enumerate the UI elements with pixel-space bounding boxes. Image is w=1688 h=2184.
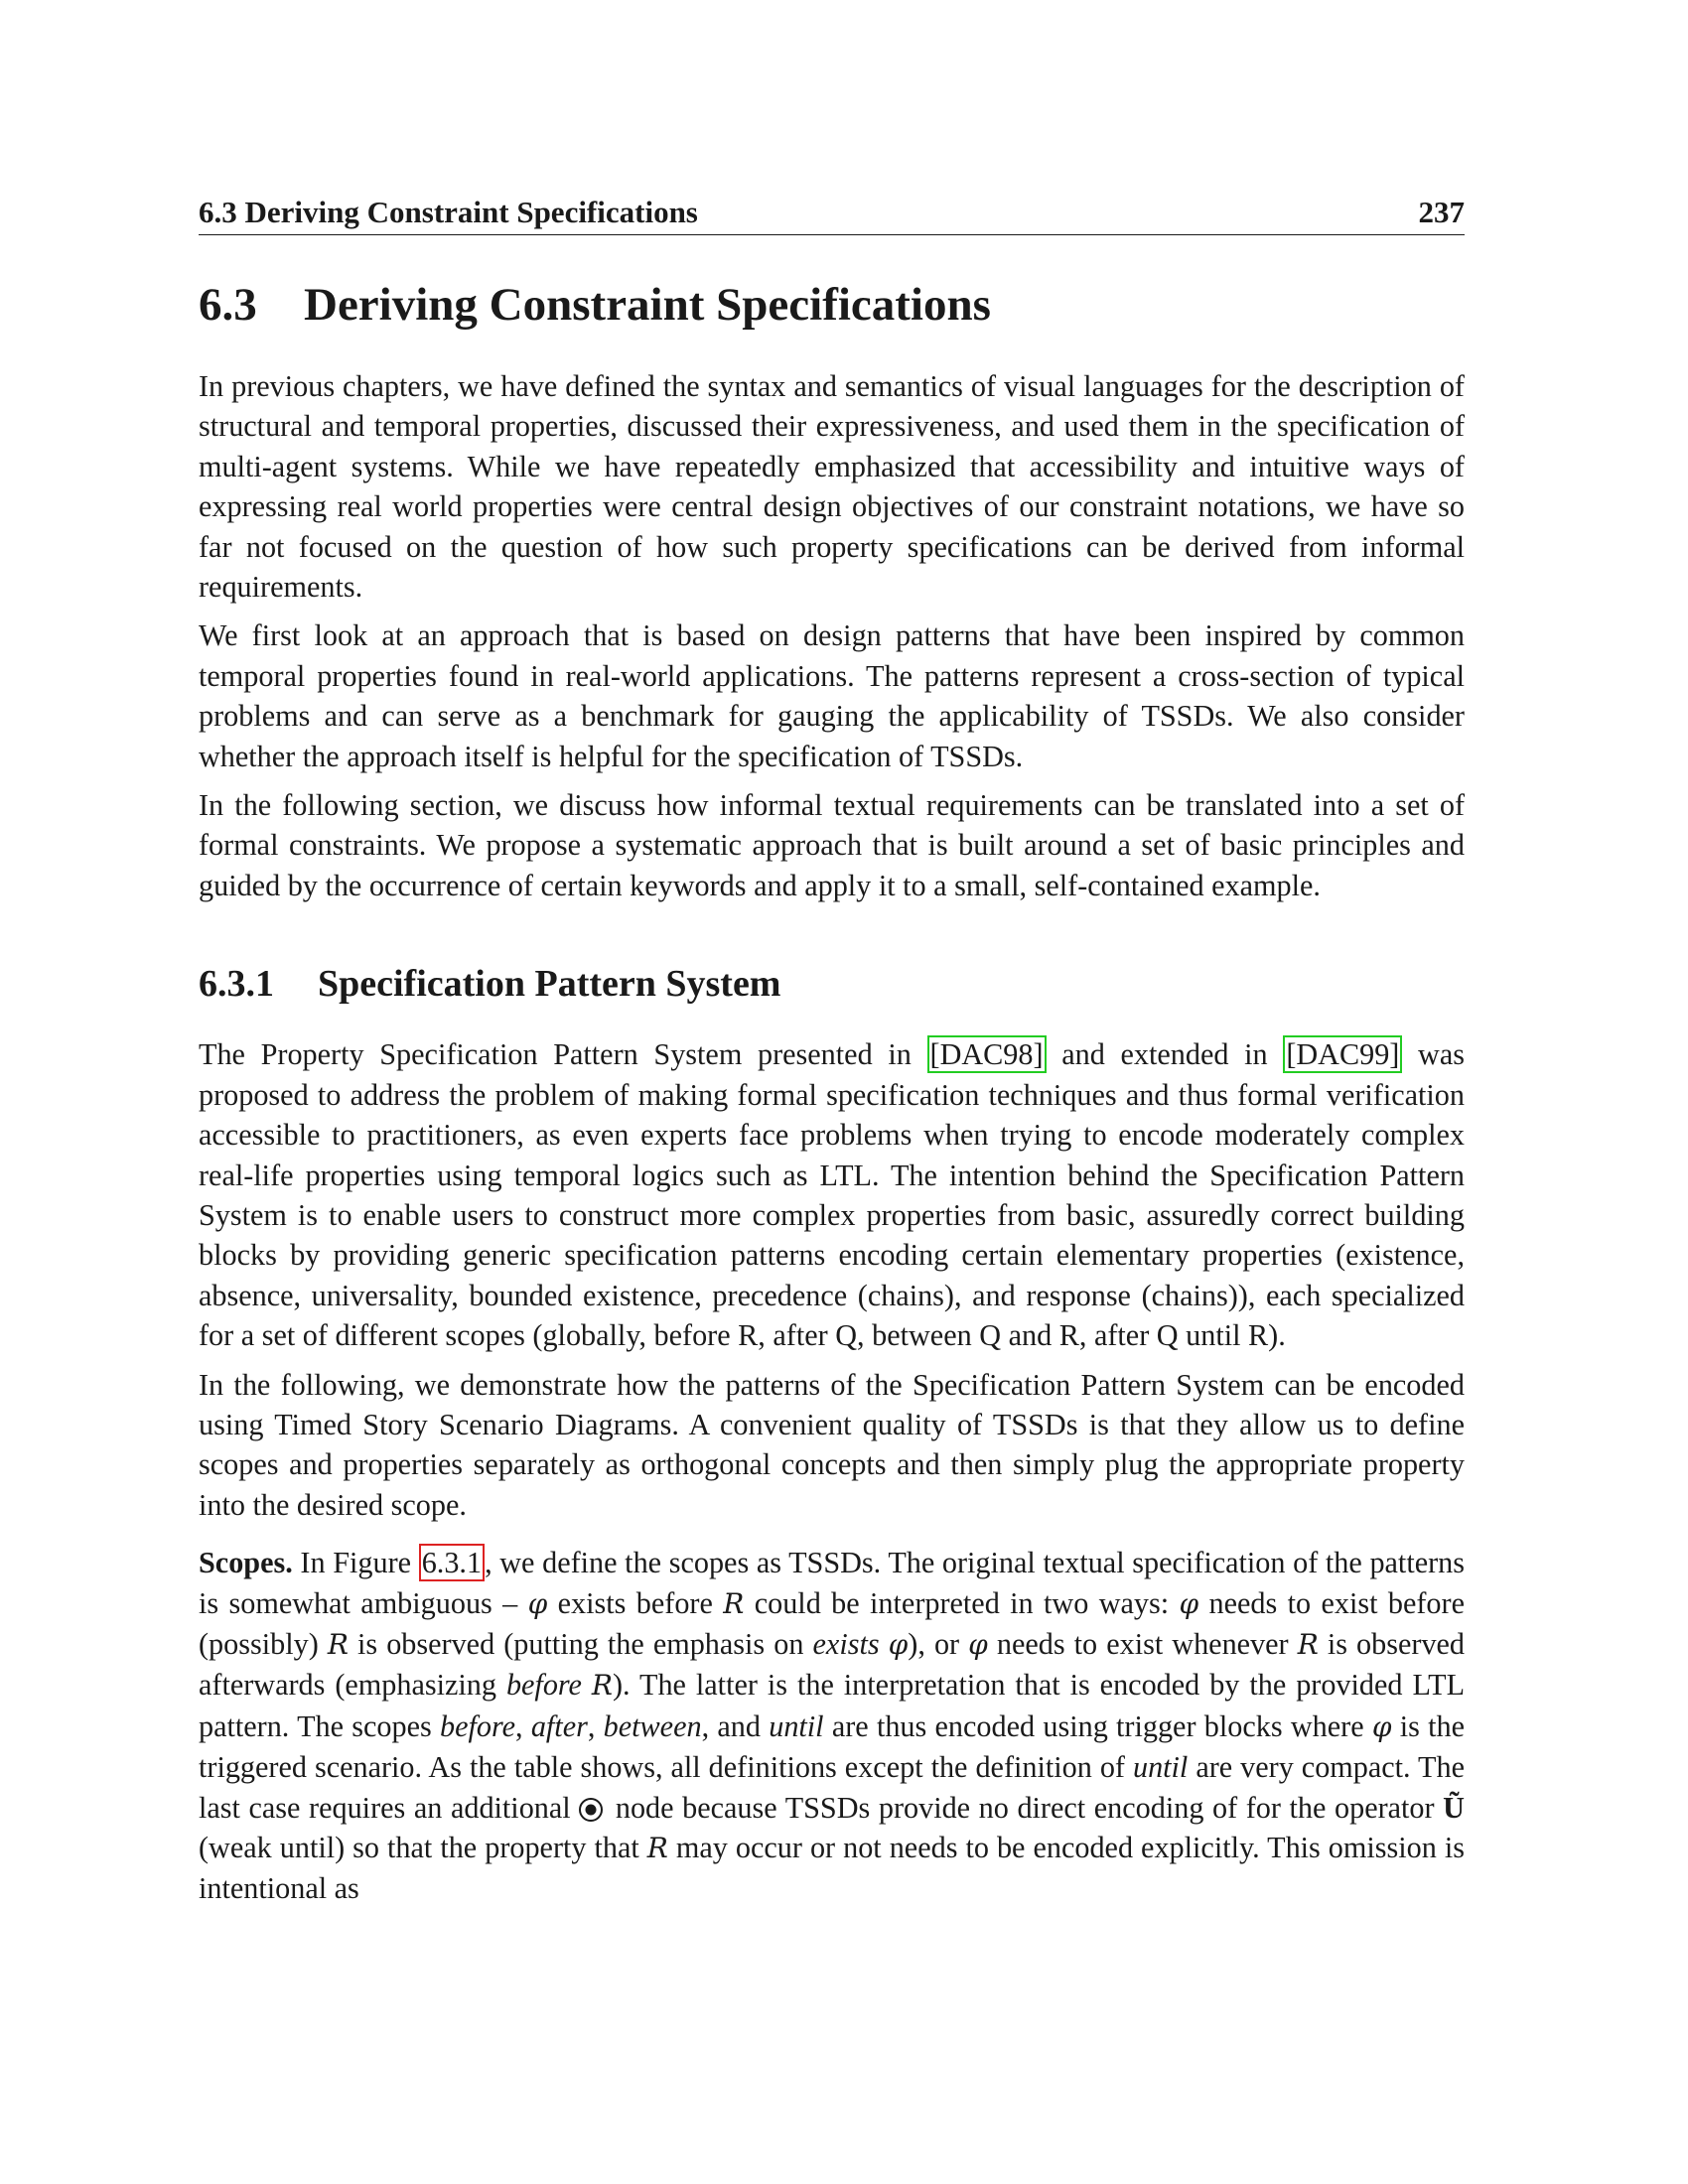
math-phi: φ: [1371, 1709, 1392, 1743]
text-run: could be interpreted in two ways:: [744, 1585, 1180, 1620]
text-run: is observed afterwards (emphasizing: [199, 1626, 1466, 1703]
weak-until-operator: Ũ: [1443, 1790, 1465, 1825]
text-run: exists before: [547, 1585, 724, 1620]
sps-paragraph-2: In the following, we demonstrate how the patterns of the Specification Pattern System can be encoded using Timed Story Scenario Diagrams. A convenient quality of TSSDs is that they allow us to define scopes and properties separately as orthogonal concepts and then simply plug the appropriate property into the desired scope.: [199, 1367, 1465, 1522]
text-run: and extended in: [1046, 1037, 1284, 1072]
text-run: ,: [515, 1708, 531, 1743]
text-run: are very compact. The last case requires an additional: [199, 1750, 1465, 1825]
text-run: node because TSSDs provide no direct encoding of for the operator: [607, 1790, 1444, 1825]
text-run: ), or: [908, 1626, 969, 1661]
text-run: was proposed to address the problem of making formal specification techniques and thus formal verification accessible to practitioners, as even experts face problems when trying to encode moderately complex real-life properties using temporal logics such as LTL. The intention behind the Specification Pattern System is to enable users to construct more complex properties from basic, assuredly correct building blocks by providing generic specification patterns encoding certain elementary properties (existence, absence, universality, bounded existence, precedence (chains), and response (chains)), each specialized for a set of different scopes (globally, before R, after Q, between Q and R, after Q until R).: [199, 1037, 1465, 1353]
section-title: Deriving Constraint Specifications: [304, 279, 991, 331]
emph-before: before: [505, 1668, 582, 1703]
text-run: is observed (putting the emphasis on: [348, 1626, 813, 1661]
intro-paragraph-2: We first look at an approach that is based on design patterns that have been inspired by common temporal properties found in real-world applications. The patterns represent a cross-section of typical problems and can serve as a benchmark for gauging the applicability of TSSDs. We also consider whether the approach itself is helpful for the specification of TSSDs.: [199, 618, 1465, 773]
math-phi: φ: [968, 1627, 988, 1661]
text-run: ). The latter is the interpretation that is encoded by the provided LTL pattern. The scopes: [199, 1668, 1466, 1743]
subsection-number: 6.3.1: [199, 963, 274, 1006]
page: [199, 195, 1465, 1918]
text-run: (weak until) so that the property that: [199, 1831, 647, 1864]
page-number: 237: [1418, 195, 1465, 229]
scopes-paragraph: [199, 1543, 1465, 1909]
section-heading: [199, 277, 1465, 333]
subsection-title: Specification Pattern System: [318, 963, 781, 1006]
scopes-lead: Scopes.: [199, 1546, 293, 1580]
text-run: are thus encoded using trigger blocks where: [823, 1708, 1372, 1743]
math-r: R: [723, 1586, 745, 1620]
citation-link-dac98[interactable]: [DAC98]: [927, 1035, 1047, 1073]
text-run: ,: [587, 1708, 604, 1743]
text-run: needs to exist whenever: [987, 1626, 1298, 1661]
text-run: In Figure: [292, 1546, 419, 1580]
section-number: 6.3: [199, 279, 257, 331]
intro-paragraph-1: In previous chapters, we have defined the syntax and semantics of visual languages for the description of structural and temporal properties, discussed their expressiveness, and used them in the specification of multi-agent systems. While we have repeatedly emphasized that accessibility and intuitive ways of expressing real world properties were central design objectives of our constraint notations, we have so far not focused on the question of how such property specifications can be derived from informal requirements.: [199, 369, 1465, 605]
running-head: [199, 195, 1465, 235]
text-run: needs to exist before (possibly): [199, 1585, 1465, 1661]
emph-before: before: [440, 1708, 516, 1743]
text-run: may occur or not needs to be encoded explicitly. This omission is intentional as: [199, 1831, 1465, 1906]
emph-until: until: [1132, 1750, 1189, 1785]
emph-after: after: [530, 1708, 588, 1743]
running-title: 6.3 Deriving Constraint Specifications: [199, 195, 698, 229]
emph-exists: exists: [812, 1626, 880, 1661]
text-run: , we define the scopes as TSSDs. The original textual specification of the patterns is somewhat ambiguous –: [199, 1546, 1465, 1620]
bullseye-node-icon: [579, 1798, 603, 1822]
emph-until: until: [769, 1708, 824, 1743]
subsection-heading: [199, 961, 1465, 1007]
intro-paragraph-3: In the following section, we discuss how informal textual requirements can be translated into a set of formal constraints. We propose a systematic approach that is built around a set of basic principles and guided by the occurrence of certain keywords and apply it to a small, self-contained example.: [199, 788, 1465, 902]
citation-link-dac99[interactable]: [DAC99]: [1283, 1035, 1402, 1073]
emph-between: between: [603, 1708, 702, 1743]
math-r: R: [646, 1832, 668, 1864]
figure-link[interactable]: 6.3.1: [419, 1544, 485, 1581]
math-phi: φ: [888, 1627, 909, 1661]
math-phi: φ: [1179, 1586, 1199, 1620]
math-r: R: [591, 1669, 613, 1703]
text-run: is the triggered scenario. As the table shows, all definitions except the definition of: [199, 1708, 1466, 1785]
text-run: , and: [701, 1708, 770, 1743]
sps-paragraph-1: [199, 1034, 1465, 1355]
math-r: R: [327, 1627, 349, 1661]
math-phi: φ: [527, 1586, 548, 1620]
text-run: The Property Specification Pattern System presented in: [199, 1037, 927, 1072]
math-r: R: [1297, 1627, 1319, 1661]
